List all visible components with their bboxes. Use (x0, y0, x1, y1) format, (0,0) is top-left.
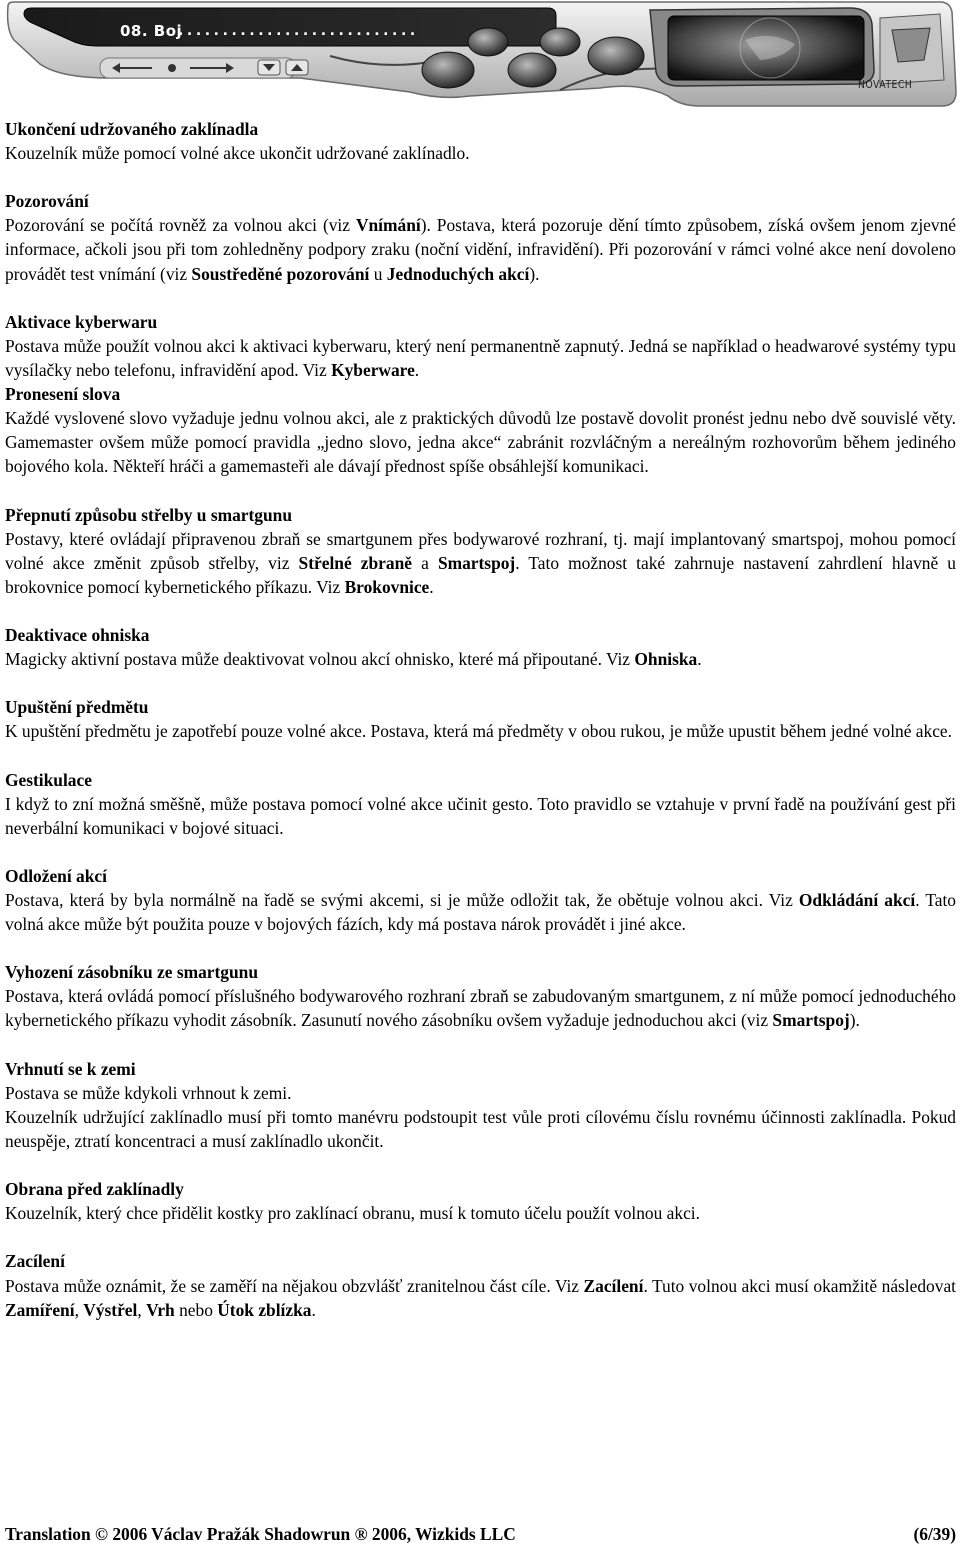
device-frame-illustration (0, 0, 960, 112)
text-run: ). (849, 1010, 860, 1031)
text-run: Postava může oznámit, že se zaměří na nějakou obzvlášť zranitelnou část cíle. Viz (5, 1275, 584, 1296)
header-device-graphic (0, 0, 960, 112)
footer-copyright: Translation © 2006 Václav Pražák Shadowrun ® 2006, Wizkids LLC (5, 1524, 516, 1544)
brand-logo: NOVATECH (858, 78, 913, 91)
text-run: Kouzelník udržující zaklínadlo musí při tomto manévru podstoupit test vůle proti cílovému číslu rovnému účinnosti zaklínadla. Pokud neuspěje, ztratí koncentraci a musí zaklínadlo ukončit. (5, 1106, 956, 1151)
text-run: . Tato volná akce může být použita pouze v bojových fázích, kdy má postava nárok provádět i jiné akce. (5, 890, 956, 935)
section-title: Obrana před zaklínadly (5, 1179, 184, 1200)
text-run: Pozorování se počítá rovněž za volnou akci (viz (5, 215, 356, 236)
text-run: Postavy, které ovládají připravenou zbraň se smartgunem přes bodywarové rozhraní, tj. mají implantovaný smartspoj, mohou pomocí volné akce změnit způsob střelby, viz (5, 528, 956, 573)
section (5, 623, 956, 671)
section-title: Upuštění předmětu (5, 697, 149, 718)
bold-reference: Vrh (146, 1299, 175, 1320)
section (5, 960, 956, 1032)
section-paragraph (5, 1081, 956, 1105)
section-title: Deaktivace ohniska (5, 624, 150, 645)
text-run: Postava může použít volnou akci k aktivaci kyberwaru, který není permanentně zapnutý. Jedná se například o headwarové systémy typu vysílačky nebo telefonu, infravidění apod. Viz (5, 335, 956, 380)
section-title: Vrhnutí se k zemi (5, 1058, 136, 1079)
section-paragraph (5, 984, 956, 1032)
bold-reference: Jednoduchých akcí (386, 263, 530, 284)
section-paragraph (5, 888, 956, 936)
bold-reference: Ohniska (634, 649, 698, 670)
section-paragraph (5, 1105, 956, 1153)
section-paragraph (5, 527, 956, 599)
text-run: a (411, 552, 438, 573)
section-paragraph (5, 1274, 956, 1322)
text-run: , (74, 1299, 84, 1320)
bold-reference: Zamíření (5, 1299, 75, 1320)
text-run: ). (529, 263, 540, 284)
section-paragraph (5, 719, 956, 743)
bold-reference: Smartspoj (437, 552, 516, 573)
section (5, 864, 956, 936)
bold-reference: Vnímání (355, 215, 421, 236)
section (5, 503, 956, 599)
text-run: nebo (174, 1299, 218, 1320)
text-run: ). Postava, která pozoruje dění tímto způsobem, získá ovšem jenom zjevné informace, ačkoli jsou při tom zohledněny podpory zraku (noční vidění, infravidění). Při pozorování v rámci volné akce není dovoleno provádět test vnímání (viz (5, 215, 957, 284)
section-paragraph (5, 647, 956, 671)
bold-reference: Odkládání akcí (798, 890, 916, 910)
section (5, 189, 956, 285)
text-run: Každé vyslovené slovo vyžaduje jednu volnou akci, ale z praktických důvodů lze postavě dovolit pronést jednu nebo dvě souvislé věty. Gamemaster ovšem může pomocí pravidla „jedno slovo, jedna akce“ zabránit rozvláčným a nereálným rozhovorům během jediného bojového kola. Někteří hráči a gamemasteři ale dávají přednost spíše obsáhlejší komunikaci. (5, 408, 956, 477)
section-title: Vyhození zásobníku ze smartgunu (5, 962, 259, 983)
section-paragraph (5, 792, 956, 840)
chapter-title: 08. Boj (120, 22, 183, 40)
section-paragraph (5, 406, 956, 478)
text-run: Postava se může kdykoli vrhnout k zemi. (5, 1082, 292, 1103)
section (5, 310, 956, 382)
section-paragraph (5, 1201, 956, 1225)
bold-reference: Střelné zbraně (298, 552, 412, 573)
bold-reference: Útok zblízka (217, 1299, 312, 1320)
bold-reference: Soustředěné pozorování (191, 263, 370, 284)
text-run: K upuštění předmětu je zapotřebí pouze volné akce. Postava, která má předměty v obou rukou, je může upustit během jedné volné akce. (5, 721, 952, 742)
section (5, 695, 956, 743)
document-body (5, 117, 956, 1346)
section-title: Ukončení udržovaného zaklínadla (5, 119, 259, 139)
chapter-title-dots: ........................... (178, 23, 419, 39)
text-run: Kouzelník může pomocí volné akce ukončit udržované zaklínadlo. (5, 143, 470, 164)
text-run: . Tuto volnou akci musí okamžitě následovat (643, 1275, 956, 1296)
text-run: . (414, 359, 420, 380)
text-run: . Tato možnost také zahrnuje nastavení zahrdlení hlavně u brokovnice pomocí kybernetického příkazu. Viz (5, 552, 956, 597)
section-title: Přepnutí způsobu střelby u smartgunu (5, 504, 292, 525)
text-run: I když to zní možná směšně, může postava pomocí volné akce učinit gesto. Toto pravidlo se vztahuje v první řadě na používání gest při neverbální komunikaci v bojové situaci. (5, 793, 956, 838)
section (5, 768, 956, 840)
section (5, 1057, 956, 1153)
section (5, 382, 956, 478)
text-run: . (311, 1299, 316, 1320)
section-paragraph (5, 213, 956, 285)
section-paragraph (5, 141, 956, 165)
section-title: Pozorování (5, 191, 89, 212)
section-title: Aktivace kyberwaru (5, 311, 158, 332)
section-title: Gestikulace (5, 769, 92, 790)
bold-reference: Kyberware (331, 359, 415, 380)
section-paragraph (5, 334, 956, 382)
bold-reference: Brokovnice (344, 576, 430, 597)
text-run: . (697, 649, 702, 670)
section (5, 1177, 956, 1225)
page-number: (6/39) (913, 1524, 956, 1544)
text-run: u (369, 263, 387, 284)
bold-reference: Zacílení (583, 1275, 644, 1296)
bold-reference: Smartspoj (772, 1010, 850, 1031)
text-run: Kouzelník, který chce přidělit kostky pro zaklínací obranu, musí k tomuto účelu použít volnou akci. (5, 1203, 700, 1224)
section (5, 1249, 956, 1321)
text-run: Magicky aktivní postava může deaktivovat volnou akcí ohnisko, které má připoutané. Viz (5, 649, 635, 670)
section-title: Pronesení slova (5, 384, 121, 405)
bold-reference: Výstřel (83, 1299, 138, 1320)
text-run: Postava, která by byla normálně na řadě se svými akcemi, si je může odložit tak, že obětuje volnou akci. Viz (5, 890, 799, 910)
section (5, 117, 956, 165)
text-run: Postava, která ovládá pomocí příslušného bodywarového rozhraní zbraň se zabudovaným smartgunem, z ní může pomocí jednoduchého kybernetického příkazu vyhodit zásobník. Zasunutí nového zásobníku ovšem vyžaduje jednoduchou akci (viz (5, 986, 956, 1031)
text-run: , (137, 1299, 147, 1320)
text-run: . (429, 576, 434, 597)
section-title: Zacílení (5, 1251, 65, 1272)
section-title: Odložení akcí (5, 865, 107, 886)
